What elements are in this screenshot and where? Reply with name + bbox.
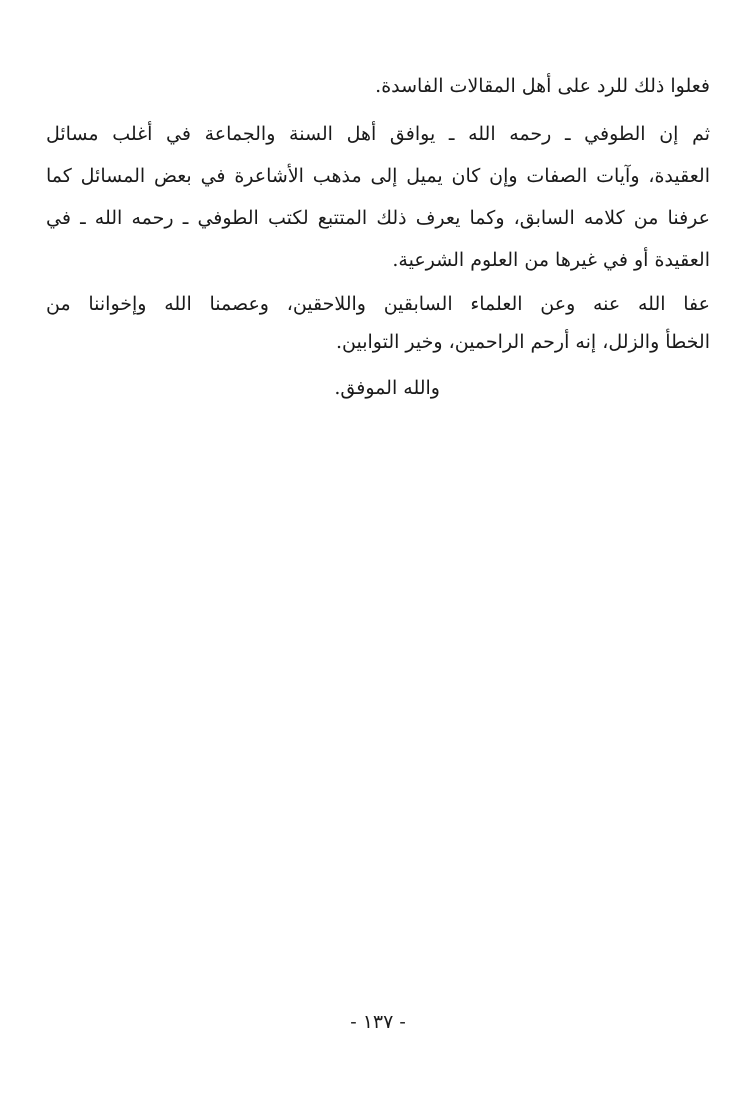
text-line: عرفنا من كلامه السابق، وكما يعرف ذلك المتتبع لكتب الطوفي ـ رحمه الله ـ في	[46, 207, 710, 229]
text-line: عفا الله عنه وعن العلماء السابقين واللاحقين، وعصمنا الله وإخواننا من	[46, 293, 710, 315]
text-line: فعلوا ذلك للرد على أهل المقالات الفاسدة.	[375, 75, 710, 97]
text-line: العقيدة، وآيات الصفات وإن كان يميل إلى مذهب الأشاعرة في بعض المسائل كما	[46, 165, 710, 187]
text-line: الخطأ والزلل، إنه أرحم الراحمين، وخير التوابين.	[335, 331, 710, 353]
text-line: ثم إن الطوفي ـ رحمه الله ـ يوافق أهل السنة والجماعة في أغلب مسائل	[46, 123, 710, 145]
page-number: - ١٣٧ -	[350, 1011, 406, 1033]
text-line: العقيدة أو في غيرها من العلوم الشرعية.	[392, 249, 710, 271]
closing-text: والله الموفق.	[334, 377, 440, 399]
